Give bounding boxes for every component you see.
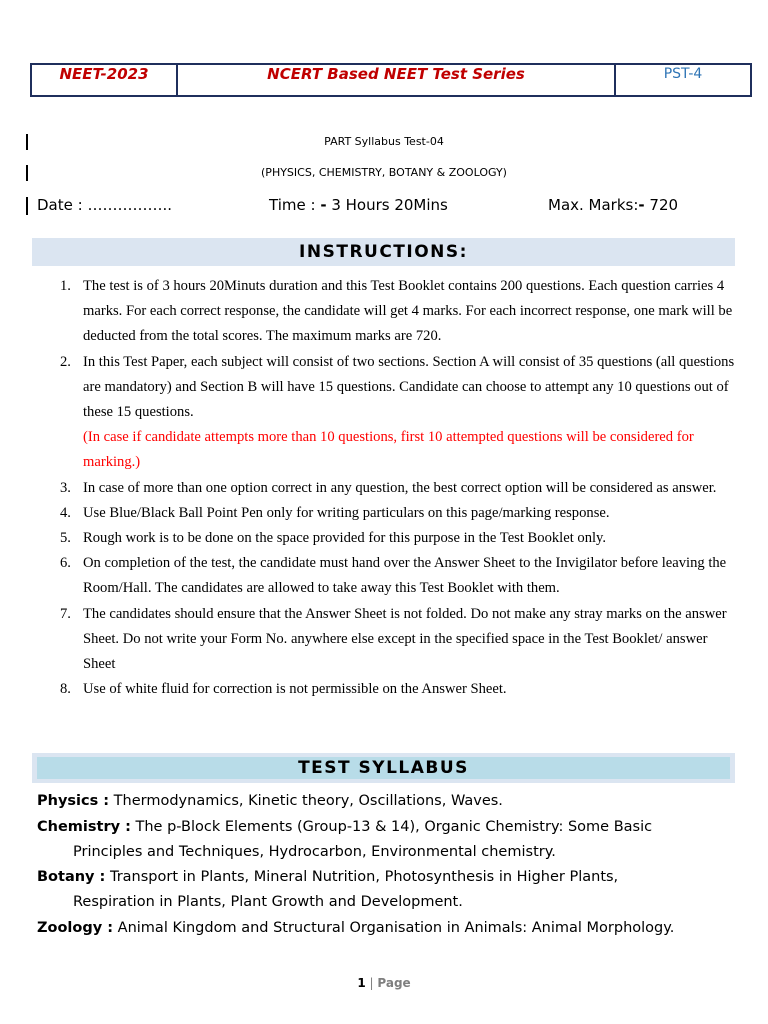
time-dash: - (320, 196, 327, 214)
instruction-item (56, 476, 736, 501)
exam-name: NEET-2023 (59, 65, 149, 83)
subject-label: Botany : (37, 869, 106, 885)
subject-label: Chemistry : (37, 819, 131, 835)
subject-topics: Animal Kingdom and Structural Organisation in Animals: Animal Morphology. (113, 920, 675, 936)
subject-label: Zoology : (37, 920, 114, 936)
margin-bar (26, 197, 28, 215)
instruction-number: 6. (60, 555, 71, 572)
subject-topics: Thermodynamics, Kinetic theory, Oscillations, Waves. (109, 793, 503, 809)
series-name: NCERT Based NEET Test Series (267, 65, 525, 83)
instruction-text: The candidates should ensure that the Answer Sheet is not folded. Do not make any stray marks on the answer Sheet. Do not write your Form No. anywhere else except in the specified space in the Test Booklet/ answer Sheet (83, 605, 727, 673)
instruction-text: In this Test Paper, each subject will consist of two sections. Section A will consist of 35 questions (all questions are mandatory) and Section B will have 15 questions. Candidate can choose to attempt any 10 questions out of these 15 questions. (83, 353, 735, 421)
instructions-list (56, 274, 736, 702)
instruction-number: 8. (60, 681, 71, 698)
marks-value: 720 (644, 196, 679, 214)
instruction-item (56, 677, 736, 702)
instruction-text: The test is of 3 hours 20Minuts duration and this Test Booklet contains 200 questions. Each question carries 4 marks. For each correct response, the candidate will get 4 marks. For each incorrect response, one mark will be deducted from the total scores. The maximum marks are 720. (83, 278, 733, 345)
marks-label: Max. Marks: (548, 196, 639, 214)
subject-topics: The p-Block Elements (Group-13 & 14), Organic Chemistry: Some Basic (130, 819, 653, 835)
syllabus-botany (37, 865, 737, 915)
marks-field (548, 196, 678, 214)
instruction-number: 3. (60, 479, 71, 496)
instruction-note: (In case if candidate attempts more than 10 questions, first 10 attempted questions will be considered for marking.) (83, 429, 694, 471)
instruction-number: 1. (60, 278, 71, 294)
footer-separator: | (369, 976, 374, 990)
test-title: PART Syllabus Test-04 (324, 135, 444, 148)
instruction-number: 2. (60, 353, 71, 370)
instruction-text: Use of white fluid for correction is not permissible on the Answer Sheet. (83, 681, 507, 698)
syllabus-heading: TEST SYLLABUS (37, 757, 730, 779)
instruction-item (56, 501, 736, 526)
test-subjects: (PHYSICS, CHEMISTRY, BOTANY & ZOOLOGY) (261, 166, 507, 179)
instruction-item (56, 602, 736, 678)
instructions-heading: INSTRUCTIONS: (32, 238, 735, 266)
syllabus-physics (37, 789, 737, 814)
instruction-item (56, 551, 736, 601)
instruction-item (56, 274, 736, 350)
instruction-item (56, 526, 736, 551)
header-code-cell (616, 65, 750, 95)
time-label: Time : (269, 196, 321, 214)
date-field: Date : …………….. (37, 196, 172, 214)
instruction-text: Use Blue/Black Ball Point Pen only for writing particulars on this page/marking response. (83, 504, 610, 521)
page-footer (0, 976, 768, 990)
marks-dash: - (638, 196, 645, 214)
page-label: Page (377, 976, 411, 990)
subject-label: Physics : (37, 793, 110, 809)
instruction-text: In case of more than one option correct in any question, the best correct option will be considered as answer. (83, 479, 717, 496)
subject-topics-continued: Principles and Techniques, Hydrocarbon, Environmental chemistry. (73, 844, 556, 860)
subject-topics-continued: Respiration in Plants, Plant Growth and Development. (73, 894, 463, 910)
instruction-number: 7. (60, 605, 71, 622)
header-exam-cell (32, 65, 178, 95)
syllabus-chemistry (37, 815, 737, 865)
time-value: 3 Hours 20Mins (326, 196, 448, 214)
instruction-text: On completion of the test, the candidate must hand over the Answer Sheet to the Invigilator before leaving the Room/Hall. The candidates are allowed to take away this Test Booklet with them. (83, 555, 727, 597)
instruction-number: 5. (60, 530, 71, 547)
page-number: 1 (357, 976, 366, 990)
header-series-cell (178, 65, 616, 95)
header-table (30, 63, 752, 97)
instruction-number: 4. (60, 504, 71, 521)
subject-topics: Transport in Plants, Mineral Nutrition, Photosynthesis in Higher Plants, (105, 869, 619, 885)
instruction-text: Rough work is to be done on the space provided for this purpose in the Test Booklet only. (83, 530, 607, 547)
test-code: PST-4 (663, 66, 703, 82)
syllabus-zoology (37, 916, 737, 941)
time-field (269, 196, 448, 214)
instruction-item (56, 350, 736, 476)
